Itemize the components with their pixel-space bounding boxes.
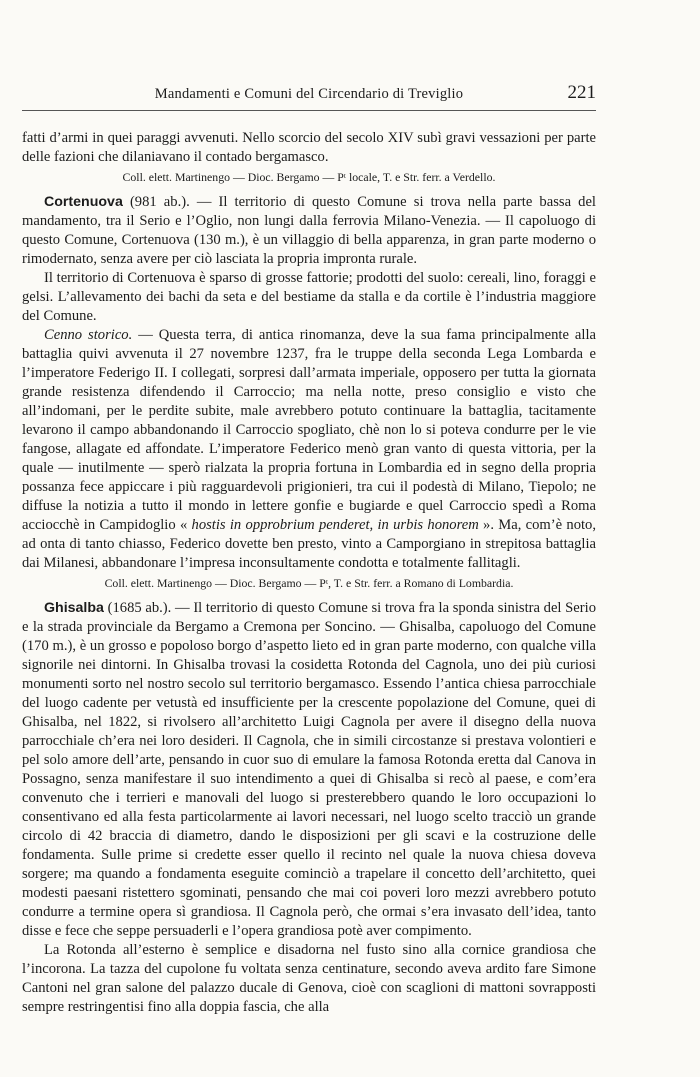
page-header bbox=[22, 82, 596, 111]
ghisalba-p1-text: (1685 ab.). — Il territorio di questo Comune si trova fra la sponda sinistra del Serio e la strada provinciale da Bergamo a Cremona per Soncino. — Ghisalba, capoluogo del Comune (170 m.), è un grosso e popoloso borgo d’aspetto lieto ed in gran parte moderno, con qualche villa signorile nei dintorni. In Ghisalba trovasi la cosidetta Rotonda del Cagnola, uno dei più curiosi monumenti sorto nel nostro secolo sul territorio bergamasco. Essendo l’antica chiesa parrocchiale del luogo cadente per vetustà ed insufficiente per la crescente popolazione del Comune, quei di Ghisalba, nel 1822, si rivolsero all’architetto Luigi Cagnola per avere il disegno della nuova parrocchiale ch’era nei loro desideri. Il Cagnola, che in simili circostanze si prestava volontieri e pel solo amore dell’arte, pensando in cuor suo di emulare la famosa Rotonda eretta dal Canova in Possagno, senza manifestare il suo intendimento a quei di Ghisalba si recò al paese, e com’era convenuto che i terrieri e manovali del luogo si presterebbero quando le loro occupazioni lo consentivano ed alla festa particolarmente ai lavori necessari, nel luogo scelto tracciò un grande circolo di 42 braccia di diametro, dando le disposizioni per gli scavi e la costruzione delle fondamenta. Sulle prime si credette esser quello il recinto nel quale la nuova chiesa doveva sorgere; ma quando a fondamenta eseguite cominciò a trapelare il concetto dell’architetto, quei modesti paesani ristettero sgominati, pensando che mai coi poveri loro mezzi avrebbero potuto condurre a termine opera sì grandiosa. Il Cagnola però, che ormai s’era invasato dell’idea, tanto disse e fece che seppe persuaderli e l’opera grandiosa potè aver compimento. bbox=[22, 600, 596, 939]
cortenuova-p1-text: (981 ab.). — Il territorio di questo Comune si trova nella parte bassa del mandamento, tra il Serio e l’Oglio, non lungi dalla ferrovia Milano-Venezia. — Il capoluogo di questo Comune, Cortenuova (130 m.), è un villaggio di bella apparenza, in gran parte moderno o rimodernato, senza avere per ciò lasciata la propria impronta rurale. bbox=[22, 194, 596, 267]
cortenuova-paragraph-2: Il territorio di Cortenuova è sparso di grosse fattorie; prodotti del suolo: cereali, lino, foraggi e gelsi. L’allevamento dei bachi da seta e del bestiame da stalla e da cortile è l’industria maggiore del Comune. bbox=[22, 270, 596, 324]
cortenuova-p3-text-a: — Questa terra, di antica rinomanza, deve la sua fama principalmente alla battaglia quivi avvenuta il 27 novembre 1237, fra le truppe della seconda Lega Lombarda e l’imperatore Federigo II. I collegati, sorpresi dall’armata imperiale, opposero per tutta la giornata grande resistenza difendendo il Carroccio; ma nella notte, preso consiglio e visto che all’indomani, per le perdite subite, male avrebbero potuto continuare la battaglia, tacitamente levarono il campo abbandonando il Carroccio spogliato, chè non lo si poteva condurre per le vie fangose, allagate ed affondate. L’imperatore Federico menò gran vanto di questa vittoria, per la quale — inutilmente — sperò rialzata la propria fortuna in Lombardia ed in segno della propria possanza fece appiccare i più ragguardevoli prigionieri, tra cui il podestà di Milano, Tiepolo; ne diffuse la notizia a tutto il mondo in lettere gonfie e bugiarde e quel Carroccio spedì a Roma acciocchè in Campidoglio « bbox=[22, 327, 596, 533]
page-number: 221 bbox=[567, 82, 596, 103]
cortenuova-paragraph-3 bbox=[22, 326, 596, 573]
ghisalba-heading: Ghisalba bbox=[44, 600, 104, 616]
intro-coll-note: Coll. elett. Martinengo — Dioc. Bergamo — Pᵗ locale, T. e Str. ferr. a Verdello. bbox=[122, 170, 496, 184]
cortenuova-coll-note: Coll. elett. Martinengo — Dioc. Bergamo — Pᵗ, T. e Str. ferr. a Romano di Lombardia. bbox=[104, 576, 514, 590]
ghisalba-paragraph-2: La Rotonda all’esterno è semplice e disadorna nel fusto sino alla cornice grandiosa che l’incorona. La tazza del cupolone fu voltata senza centinature, secondo aveva ardito fare Simone Cantoni nel gran salone del palazzo ducale di Genova, cioè con scaglioni di mattoni sovrapposti sempre restringentisi fino alla doppia fascia, che alla bbox=[22, 942, 596, 1015]
cortenuova-quote: hostis in opprobrium penderet, in urbis honorem bbox=[191, 517, 479, 533]
ghisalba-paragraph-1 bbox=[22, 599, 596, 941]
cortenuova-p3-text-b: ». Ma, com’è noto, ad onta di tanto chiasso, Federico dovette ben presto, vinto a Camporgiano in strepitosa battaglia dai Milanesi, abbandonare l’impresa inconsultamente condotta e totalmente fallitagli. bbox=[22, 517, 596, 571]
cenno-storico-label: Cenno storico. bbox=[44, 327, 133, 343]
intro-paragraph: fatti d’armi in quei paraggi avvenuti. Nello scorcio del secolo XIV subì gravi vessazioni per parte delle fazioni che dilaniavano il contado bergamasco. bbox=[22, 130, 596, 165]
cortenuova-heading: Cortenuova bbox=[44, 194, 123, 210]
page-body bbox=[22, 129, 596, 1017]
cortenuova-paragraph-1 bbox=[22, 193, 596, 269]
running-head: Mandamenti e Comuni del Circendario di Treviglio bbox=[154, 86, 464, 102]
